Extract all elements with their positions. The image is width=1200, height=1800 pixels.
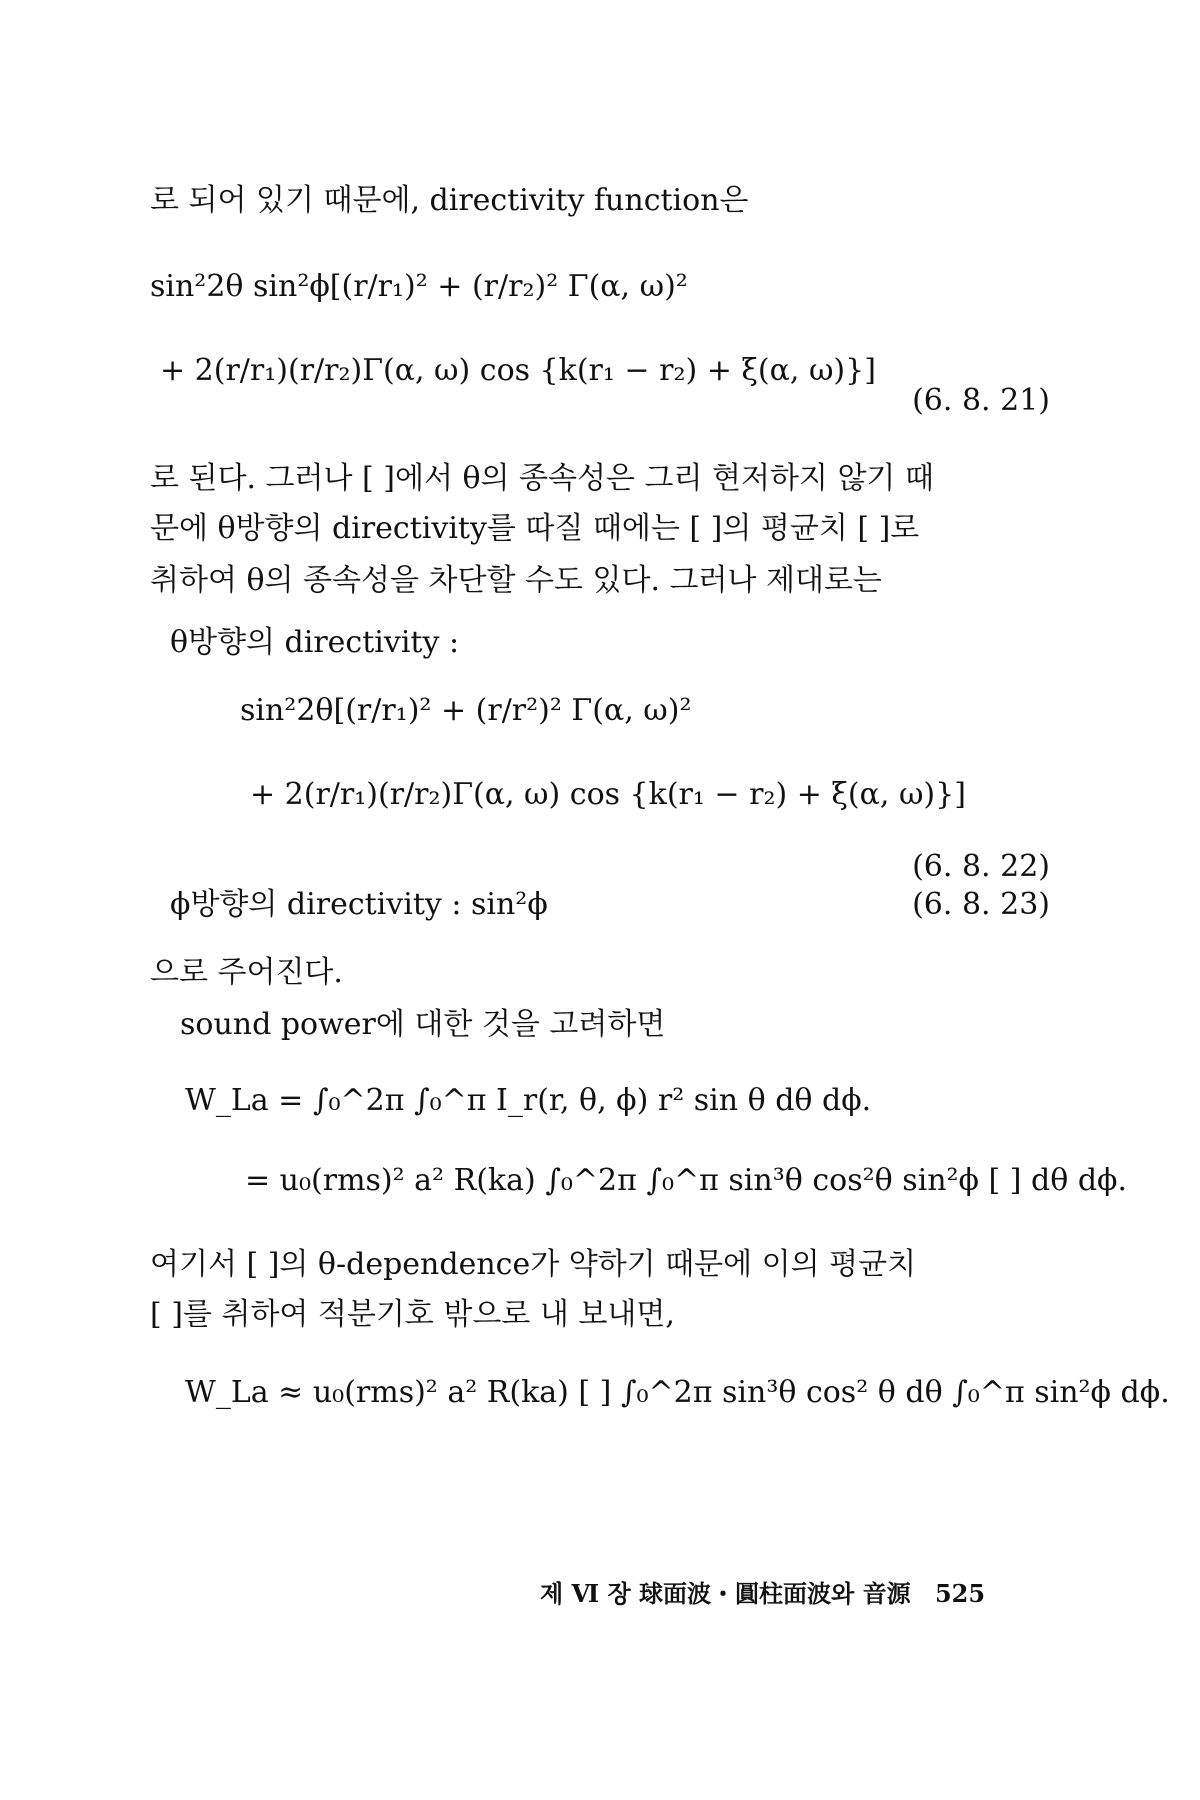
paragraph-line-5: [ ]를 취하여 적분기호 밖으로 내 보내면, [150, 1297, 675, 1332]
chapter-title: 제 Ⅵ 장 球面波・圓柱面波와 音源 [540, 1579, 911, 1608]
given-line: 으로 주어진다. [150, 955, 343, 990]
equation-wla-2: = u₀(rms)² a² R(ka) ∫₀^2π ∫₀^π sin³θ cos²θ sin²ϕ [ ] dθ dϕ. [245, 1163, 1128, 1198]
page-number: 525 [934, 1579, 986, 1608]
equation-6-8-22-line1: sin²2θ[(r/r₁)² + (r/r²)² Γ(α, ω)² [240, 693, 692, 728]
equation-number-6-8-23: (6. 8. 23) [912, 887, 1050, 922]
theta-directivity-label: θ방향의 directivity : [170, 625, 460, 660]
equation-wla-3: W_La ≈ u₀(rms)² a² R(ka) [ ] ∫₀^2π sin³θ cos² θ dθ ∫₀^π sin²ϕ dϕ. [185, 1375, 1170, 1410]
equation-6-8-22-line2: + 2(r/r₁)(r/r₂)Γ(α, ω) cos {k(r₁ − r₂) + ξ(α, ω)}] [250, 777, 966, 812]
sound-power-line: sound power에 대한 것을 고려하면 [180, 1007, 666, 1042]
page-footer [540, 1574, 985, 1609]
equation-wla-1: W_La = ∫₀^2π ∫₀^π I_r(r, θ, ϕ) r² sin θ dθ dϕ. [185, 1083, 872, 1118]
paragraph-line-2: 문에 θ방향의 directivity를 따질 때에는 [ ]의 평균치 [ ]로 [150, 511, 920, 546]
equation-number-6-8-22: (6. 8. 22) [912, 849, 1050, 884]
paragraph-line-4: 여기서 [ ]의 θ-dependence가 약하기 때문에 이의 평균치 [150, 1247, 917, 1282]
equation-6-8-21-line1: sin²2θ sin²ϕ[(r/r₁)² + (r/r₂)² Γ(α, ω)² [150, 269, 688, 304]
intro-line: 로 되어 있기 때문에, directivity function은 [150, 183, 749, 218]
phi-directivity-line: ϕ방향의 directivity : sin²ϕ [170, 887, 548, 922]
equation-number-6-8-21: (6. 8. 21) [912, 383, 1050, 418]
equation-6-8-21-line2: + 2(r/r₁)(r/r₂)Γ(α, ω) cos {k(r₁ − r₂) + ξ(α, ω)}] [160, 353, 876, 388]
paragraph-line-3: 취하여 θ의 종속성을 차단할 수도 있다. 그러나 제대로는 [150, 563, 882, 598]
paragraph-line-1: 로 된다. 그러나 [ ]에서 θ의 종속성은 그리 현저하지 않기 때 [150, 461, 934, 496]
